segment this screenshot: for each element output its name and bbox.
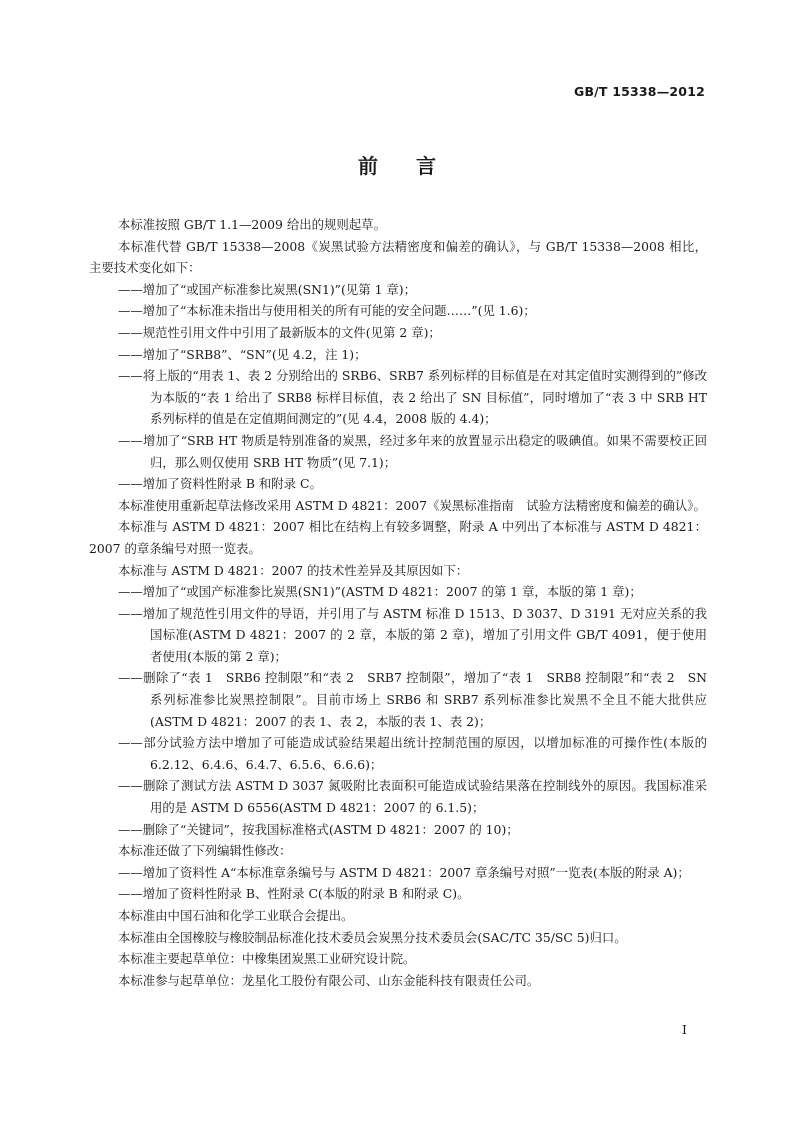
list-item: ——部分试验方法中增加了可能造成试验结果超出统计控制范围的原因，以增加标准的可操作性(本版的 6.2.12、6.4.6、6.4.7、6.5.6、6.6.6)； (118, 735, 707, 772)
list-item: ——增加了资料性 A“本标准章条编号与 ASTM D 4821：2007 章条编号对照”一览表(本版的附录 A)； (118, 864, 690, 880)
list-item: ——增加了“或国产标准参比炭黑(SN1)”(见第 1 章)； (118, 281, 417, 297)
paragraph: 本标准还做了下列编辑性修改： (118, 843, 292, 859)
paragraph: 本标准与 ASTM D 4821：2007 的技术性差异及其原因如下： (118, 562, 469, 578)
paragraph: 本标准使用重新起草法修改采用 ASTM D 4821：2007《炭黑标准指南 试验方法精密度和偏差的确认》。 (118, 497, 706, 513)
list-item: ——增加了“本标准未指出与使用相关的所有可能的安全问题……”(见 1.6)； (118, 303, 536, 319)
paragraph: 本标准与 ASTM D 4821：2007 相比在结构上有较多调整，附录 A 中列出了本标准与 ASTM D 4821：2007 的章条编号对照一览表。 (89, 519, 707, 556)
paragraph: 本标准主要起草单位：中橡集团炭黑工业研究设计院。 (118, 951, 416, 967)
list-item: ——规范性引用文件中引用了最新版本的文件(见第 2 章)； (118, 324, 441, 340)
paragraph: 本标准由中国石油和化学工业联合会提出。 (118, 908, 354, 923)
list-item: ——增加了“SRB HT 物质是特别准备的炭黑，经过多年来的放置显示出稳定的吸碘值。如果不需要校正回归，那么则仅使用 SRB HT 物质”(见 7.1)； (118, 432, 707, 470)
foreword-body (89, 214, 707, 991)
list-item: ——增加了“SRB8”、“SN”(见 4.2，注 1)； (118, 346, 367, 362)
page-number: I (682, 1022, 687, 1037)
list-item: ——增加了“或国产标准参比炭黑(SN1)”(ASTM D 4821：2007 的第 1 章，本版的第 1 章)； (118, 584, 642, 600)
list-item: ——删除了测试方法 ASTM D 3037 氮吸附比表面积可能造成试验结果落在控制线外的原因。我国标准采用的是 ASTM D 6556(ASTM D 4821：2007 的 6.1.5)； (118, 778, 707, 816)
list-item: ——将上版的“用表 1、表 2 分别给出的 SRB6、SRB7 系列标样的目标值是在对其定值时实测得到的”修改为本版的“表 1 给出了 SRB8 标样目标值，表 2 给出了 SN 目标值”，同时增加了“表 3 中 SRB HT 系列标样的值是在定值期间测定的”(见 4.4，2008 版的 4.4)； (118, 368, 707, 427)
list-item: ——删除了“表 1 SRB6 控制限”和“表 2 SRB7 控制限”，增加了“表 1 SRB8 控制限”和“表 2 SN 系列标准参比炭黑控制限”。目前市场上 SRB6 和 SRB7 系列标准参比炭黑不全且不能大批供应(ASTM D 4821：2007 的表 1、表 2，本版的表 1、表 2)； (118, 670, 707, 729)
list-item: ——增加了规范性引用文件的导语，并引用了与 ASTM 标准 D 1513、D 3037、D 3191 无对应关系的我国标准(ASTM D 4821：2007 的 2 章，本版的第 2 章)，增加了引用文件 GB/T 4091，便于使用者使用(本版的第 2 章)； (118, 605, 707, 664)
page-title: 前言 (358, 154, 474, 178)
paragraph: 本标准参与起草单位：龙星化工股份有限公司、山东金能科技有限责任公司。 (118, 972, 540, 988)
list-item: ——删除了“关键词”，按我国标准格式(ASTM D 4821：2007 的 10)； (118, 821, 519, 837)
list-item: ——增加了资料性附录 B、性附录 C(本版的附录 B 和附录 C)。 (118, 886, 470, 902)
paragraph: 本标准代替 GB/T 15338—2008《炭黑试验方法精密度和偏差的确认》，与 GB/T 15338—2008 相比，主要技术变化如下： (89, 238, 707, 276)
paragraph: 本标准由全国橡胶与橡胶制品标准化技术委员会炭黑分技术委员会(SAC/TC 35/SC 5)归口。 (118, 929, 627, 945)
standard-code: GB/T 15338—2012 (573, 84, 705, 99)
list-item: ——增加了资料性附录 B 和附录 C。 (118, 476, 322, 492)
paragraph: 本标准按照 GB/T 1.1—2009 给出的规则起草。 (118, 217, 386, 232)
